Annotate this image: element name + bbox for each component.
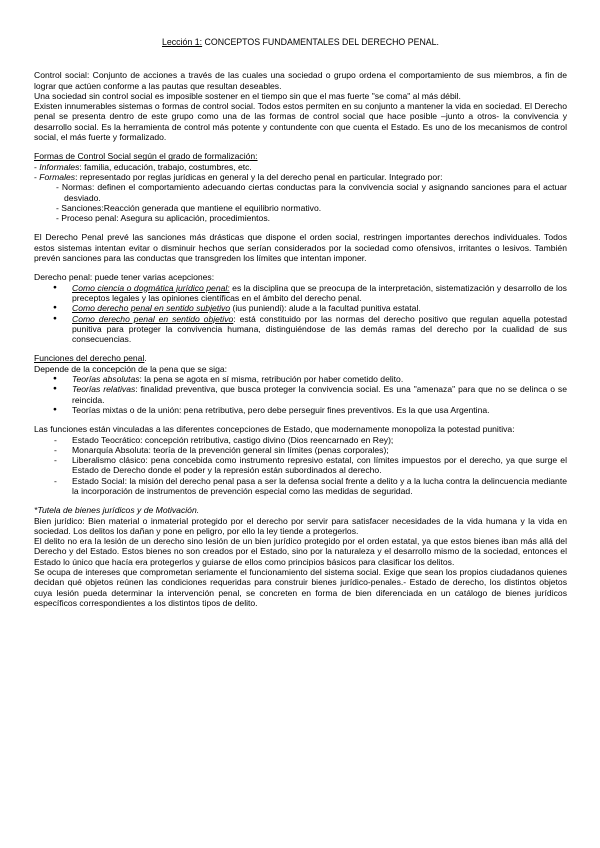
document-body — [34, 37, 567, 608]
teorias-relativas-text: : finalidad preventiva, que busca proteger la convivencia social. Es una "amenaza" para que no se delinca o se reincida. — [72, 384, 568, 405]
acepciones-list — [34, 283, 567, 345]
funciones-heading-text: Funciones del derecho penal — [34, 353, 145, 364]
formales-list — [34, 182, 567, 223]
estado-social: - Estado Social: la misión del derecho penal pasa a ser la defensa social frente a delito y a la lucha contra la delincuencia mediante la incorporación de instrumentos de prevención especial como las medidas de seguridad. — [34, 476, 567, 497]
teorias-absolutas-text: : la pena se agota en sí misma, retribución por haber cometido delito. — [139, 374, 404, 385]
formales-label: Formales — [39, 171, 76, 182]
informales-text: : familia, educación, trabajo, costumbres, etc. — [79, 161, 252, 172]
lesson-number: Lección 1: — [161, 37, 203, 47]
estado-intro: Las funciones están vinculadas a las diferentes concepciones de Estado, que modernamente monopoliza la potestad punitiva: — [34, 424, 515, 435]
page-title — [34, 37, 567, 47]
teorias-absolutas — [34, 374, 567, 384]
acepcion-ciencia-label: Como ciencia o dogmática jurídico penal: — [72, 282, 230, 293]
lesson-title: CONCEPTOS FUNDAMENTALES DEL DERECHO PENAL. — [202, 37, 440, 47]
teorias-absolutas-label: Teorías absolutas — [72, 374, 140, 385]
formales-item-proceso: - Proceso penal: Asegura su aplicación, procedimientos. — [56, 213, 271, 224]
control-social-definition: Control social: Conjunto de acciones a través de las cuales una sociedad o grupo ordena el comportamiento de sus miembros, a fin de lograr que actúen conforme a las pautas que resultan deseables. — [34, 70, 567, 91]
funciones-intro: Depende de la concepción de la pena que se siga: — [34, 363, 228, 374]
estado-teocratico: - Estado Teocrático: concepción retributiva, castigo divino (Dios reencarnado en Rey); — [34, 435, 567, 445]
acepcion-objetivo-text: : está constituido por las normas del derecho positivo que regulan aquella potestad punitiva para proteger la convivencia humana, distinguiéndose de las demás ramas del derecho por la cualidad de sus consecuencias. — [72, 313, 567, 345]
acepciones-intro: Derecho penal: puede tener varias acepciones: — [34, 272, 215, 283]
delito-lesion: El delito no era la lesión de un derecho sino lesión de un bien jurídico protegido por el orden estatal, ya que estos bienes iban más allá del Derecho y del Estado. Estos bienes no son creados por el Estado, sino por la naturaleza y el desarrollo mismo de la sociedad, entonces el Estado lo único que hacía era protegerlos y guiarse de ellos como principios básicos para clasificar los delitos. — [34, 536, 567, 567]
bien-juridico-definition: Bien jurídico: Bien material o inmaterial protegido por el derecho por servir para satisfacer necesidades de la vida humana y la vida en sociedad. Los delitos los dañan y pone en peligro, por ello la ley tiende a protegerlos. — [34, 515, 567, 536]
sanciones-paragraph: El Derecho Penal prevé las sanciones más drásticas que dispone el orden social, restringen importantes derechos individuales. Todos estos sistemas intentan evitar o disminuir hechos que serían considerados por la sociedad como ofensivos, irritantes o lesivos. También prevén sanciones para las conductas que transgreden los límites que intentan imponer. — [34, 232, 567, 264]
monarquia-absoluta: - Monarquía Absoluta: teoría de la prevención general sin límites (penas corporales); — [34, 445, 567, 455]
liberalismo-clasico: - Liberalismo clásico: pena concebida como instrumento represivo estatal, con límites impuestos por el derecho, ya que surge el Estado de Derecho donde el poder y la represión están subordinados al derecho. — [34, 455, 567, 476]
control-social-systems: Existen innumerables sistemas o formas de control social. Todos estos permiten en su conjunto a mantener la vida en sociedad. El Derecho penal se presenta dentro de este grupo como una de las formas de control social que hace posible –junto a otros- la convivencia y desarrollo social. Es la herramienta de control más potente y contundente con que cuenta el Estado. Es uno de los mecanismos de control social, el más fuerte y formalizado. — [34, 101, 567, 143]
estado-list — [34, 435, 567, 497]
tutela-heading-text: *Tutela de bienes jurídicos y de Motivación. — [34, 505, 200, 516]
teorias-relativas-label: Teorías relativas — [72, 384, 136, 395]
control-social-necessity: Una sociedad sin control social es imposible sostener en el tiempo sin que el mas fuerte "se coma" al más débil. — [34, 90, 461, 101]
teorias-relativas — [34, 384, 567, 405]
funciones-list — [34, 374, 567, 415]
formales-item-sanciones: - Sanciones:Reacción generada que mantiene el equilibrio normativo. — [56, 202, 322, 213]
acepcion-objetivo — [34, 314, 567, 345]
formas-heading: Formas de Control Social según el grado de formalización: — [34, 151, 258, 162]
acepcion-subjetivo-label: Como derecho penal en sentido subjetivo — [72, 303, 231, 314]
informales-label: Informales — [39, 161, 80, 172]
intereses-sociales: Se ocupa de intereses que comprometan seriamente el funcionamiento del sistema social. Exige que sean los propios ciudadanos quienes decidan qué objetos reúnen las condiciones requeridas para construir bienes jurídico-penales.- Estado de derecho, los distintos objetos cuya lesión pueda determinar la intervención penal, se concreten en forma de bien diferenciada en un catálogo de bienes jurídicos específicos correspondientes a los distintos tipos de delito. — [34, 567, 567, 608]
acepcion-subjetivo-text: (ius puniendi): alude a la facultad punitiva estatal. — [230, 303, 421, 314]
formales-text: : representado por reglas jurídicas en general y la del derecho penal en particular. Integrado por: — [75, 171, 443, 182]
formas-formales: - Formales: representado por reglas jurídicas en general y la del derecho penal en particular. Integrado por: — [34, 171, 443, 182]
acepcion-subjetivo — [34, 303, 567, 313]
formales-item-normas: - Normas: definen el comportamiento adecuando ciertas conductas para la convivencia social y asignando sanciones para el actuar desviado. — [56, 182, 567, 203]
funciones-heading: Funciones del derecho penal. — [34, 353, 147, 364]
teorias-mixtas: ● Teorías mixtas o de la unión: pena retributiva, pero debe perseguir fines preventivos. Es la que usa Argentina. — [34, 405, 567, 415]
acepcion-ciencia-text: es la disciplina que se preocupa de la interpretación, sistematización y desarrollo de los preceptos legales y las opiniones científicas en el ámbito del derecho penal. — [72, 282, 567, 303]
formas-informales: - Informales: familia, educación, trabajo, costumbres, etc. — [34, 161, 252, 172]
acepcion-ciencia — [34, 283, 567, 304]
acepcion-objetivo-label: Como derecho penal en sentido objetivo — [72, 313, 234, 324]
tutela-heading — [34, 505, 567, 515]
